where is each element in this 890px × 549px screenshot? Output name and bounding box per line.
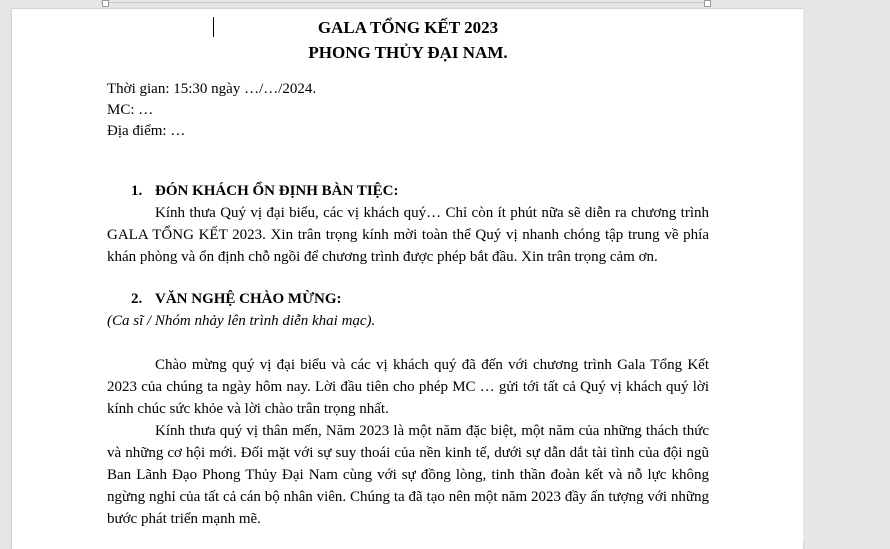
ruler-track [100,2,710,3]
event-location: Địa điểm: … [107,123,186,139]
document-page[interactable] [12,9,803,549]
stage-note: (Ca sĩ / Nhóm nhảy lên trình diễn khai mạc). [107,313,376,329]
section-heading [107,180,709,202]
section-title: ĐÓN KHÁCH ỔN ĐỊNH BÀN TIỆC: [155,183,399,199]
paragraph: Chào mừng quý vị đại biểu và các vị khách quý đã đến với chương trình Gala Tổng Kết 2023 của chúng ta ngày hôm nay. Lời đầu tiên cho phép MC … gửi tới tất cả Quý vị khách quý lời kính chúc sức khỏe và lời chào trân trọng nhất. [107,357,709,417]
right-indent-marker[interactable] [704,0,711,7]
left-indent-marker[interactable] [102,0,109,7]
section-heading [107,288,709,310]
document-body[interactable] [107,15,709,530]
document-subtitle: PHONG THỦY ĐẠI NAM. [308,43,508,62]
workspace-background [803,9,890,542]
section-title: VĂN NGHỆ CHÀO MỪNG: [155,291,342,307]
section-number: 1. [131,183,143,199]
document-title: GALA TỔNG KẾT 2023 [317,18,499,37]
ruler [0,0,890,9]
paragraph: Kính thưa quý vị thân mến, Năm 2023 là một năm đặc biệt, một năm của những thách thức và những cơ hội mới. Đối mặt với sự suy thoái của nền kinh tế, dưới sự dẫn dắt tài tình của đội ngũ Ban Lãnh Đạo Phong Thủy Đại Nam cùng với sự đồng lòng, tinh thần đoàn kết và nỗ lực không ngừng nghỉ của tất cả cán bộ nhân viên. Chúng ta đã tạo nên một năm 2023 đầy ấn tượng với những bước phát triển mạnh mẽ. [107,423,709,527]
event-mc: MC: … [107,102,154,118]
section-number: 2. [131,291,143,307]
paragraph: Kính thưa Quý vị đại biểu, các vị khách quý… Chỉ còn ít phút nữa sẽ diễn ra chương trình GALA TỔNG KẾT 2023. Xin trân trọng kính mời toàn thể Quý vị nhanh chóng tập trung về phía khán phòng và ổn định chỗ ngồi để chương trình được phép bắt đầu. Xin trân trọng cảm ơn. [107,205,709,265]
event-time: Thời gian: 15:30 ngày …/…/2024. [107,81,317,97]
